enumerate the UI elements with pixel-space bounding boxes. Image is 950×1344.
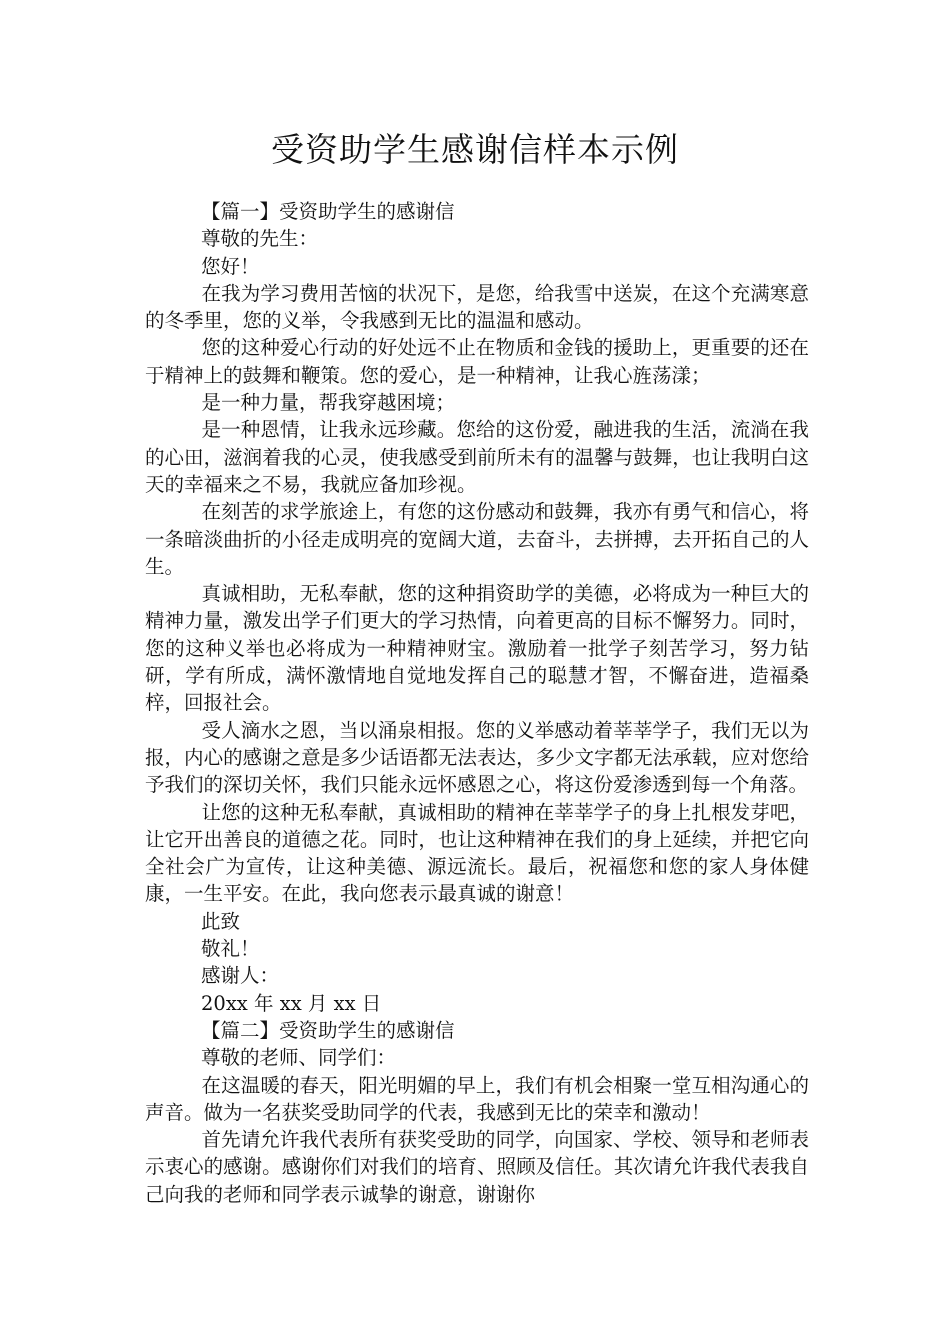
letter-paragraph: 是一种恩情，让我永远珍藏。您给的这份爱，融进我的生活，流淌在我的心田，滋润着我的心灵，使我感受到前所未有的温馨与鼓舞，也让我明白这天的幸福来之不易，我就应备加珍视。	[145, 418, 809, 496]
letter-paragraph: 您的这种爱心行动的好处远不止在物质和金钱的援助上，更重要的还在于精神上的鼓舞和鞭策。您的爱心，是一种精神，让我心旌荡漾；	[145, 336, 809, 387]
letter-paragraph: 让您的这种无私奉献，真诚相助的精神在莘莘学子的身上扎根发芽吧，让它开出善良的道德之花。同时，也让这种精神在我们的身上延续，并把它向全社会广为宣传，让这种美德、源远流长。最后，祝福您和您的家人身体健康，一生平安。在此，我向您表示最真诚的谢意！	[145, 800, 809, 906]
letter-line: 【篇一】受资助学生的感谢信	[201, 200, 455, 223]
letter-line: 20xx 年 xx 月 xx 日	[201, 991, 382, 1015]
letter-line: 尊敬的老师、同学们：	[201, 1046, 397, 1070]
letter-line: 敬礼！	[201, 937, 260, 961]
letter-paragraph: 是一种力量，帮我穿越困境；	[201, 391, 456, 415]
document-title: 受资助学生感谢信样本示例	[271, 130, 679, 169]
letter-line: 您好！	[201, 254, 260, 278]
letter-paragraph: 真诚相助，无私奉献，您的这种捐资助学的美德，必将成为一种巨大的精神力量，激发出学子们更大的学习热情，向着更高的目标不懈努力。同时，您的这种义举也必将成为一种精神财宝。激励着一批学子刻苦学习，努力钻研，学有所成，满怀激情地自觉地发挥自己的聪慧才智，不懈奋进，造福桑梓，回报社会。	[145, 582, 809, 715]
letter-paragraph: 在我为学习费用苦恼的状况下，是您，给我雪中送炭，在这个充满寒意的冬季里，您的义举，令我感到无比的温温和感动。	[145, 281, 809, 333]
letter-line: 此致	[201, 909, 241, 933]
letter-line: 【篇二】受资助学生的感谢信	[201, 1018, 455, 1042]
letter-line: 感谢人：	[201, 964, 280, 988]
letter-paragraph: 受人滴水之恩，当以涌泉相报。您的义举感动着莘莘学子，我们无以为报，内心的感谢之意是多少话语都无法表达，多少文字都无法承载，应对您给予我们的深切关怀，我们只能永远怀感恩之心，将这份爱渗透到每一个角落。	[145, 718, 809, 797]
document-body	[145, 198, 809, 1208]
letter-paragraph: 在这温暖的春天，阳光明媚的早上，我们有机会相聚一堂互相沟通心的声音。做为一名获奖受助同学的代表，我感到无比的荣幸和激动！	[145, 1073, 809, 1124]
letter-paragraph: 在刻苦的求学旅途上，有您的这份感动和鼓舞，我亦有勇气和信心，将一条暗淡曲折的小径走成明亮的宽阔大道，去奋斗，去拼搏，去开拓自己的人生。	[145, 500, 809, 578]
letter-line: 尊敬的先生：	[201, 227, 319, 251]
letter-paragraph: 首先请允许我代表所有获奖受助的同学，向国家、学校、领导和老师表示衷心的感谢。感谢你们对我们的培育、照顾及信任。其次请允许我代表我自己向我的老师和同学表示诚挚的谢意，谢谢你	[145, 1128, 809, 1206]
